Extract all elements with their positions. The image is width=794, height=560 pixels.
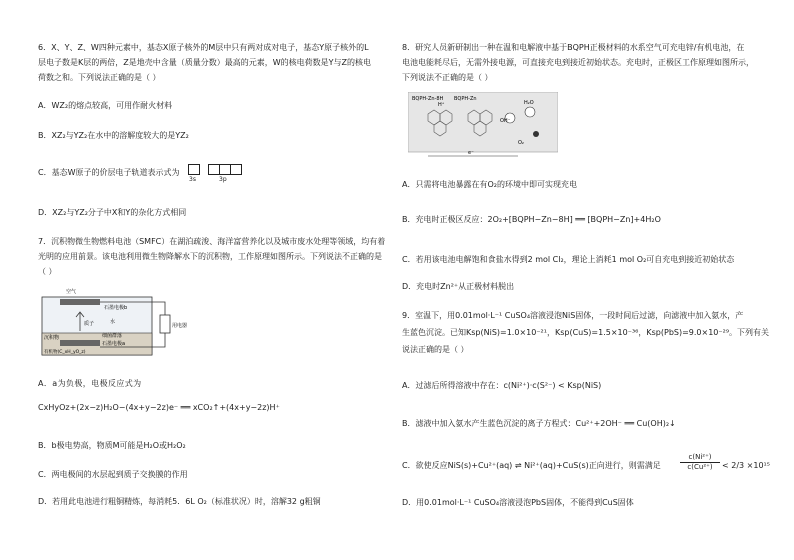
q7-stem-line3: （ ） [38, 267, 57, 276]
label-air: 空气 [66, 289, 77, 295]
label-right-molecule: BQPH-Zn [454, 96, 477, 102]
label-h-plus: H⁺ [438, 102, 445, 108]
q8-stem-line1: 8．研究人员新研制出一种在温和电解液中基于BQPH正极材料的水系空气可充电锌/有机电池，在 [402, 43, 745, 52]
label-h2o: H₂O [524, 100, 534, 106]
q7-option-d: D．若用此电池进行粗铜精炼，每消耗5．6L O₂（标准状况）时，溶解32 g粗铜 [38, 497, 321, 506]
q9-option-c-pre: C．欲使反应NiS(s)+Cu²⁺(aq) ⇌ Ni²⁺(aq)+CuS(s)正向进行，则需满足 [402, 461, 661, 470]
q8-option-a: A．只需将电池暴露在有O₂的环境中即可实现充电 [402, 180, 577, 189]
q8-option-d: D．充电时Zn²⁺从正极材料脱出 [402, 282, 515, 291]
q9-option-b: B．滤液中加入氨水产生蓝色沉淀的离子方程式：Cu²⁺+2OH⁻ ══ Cu(OH)₂↓ [402, 419, 676, 428]
q8-stem-line3: 下列说法不正确的是（ ） [402, 73, 493, 82]
q9-stem-line3: 说法正确的是（ ） [402, 345, 469, 354]
label-load: 用电器 [172, 323, 188, 329]
label-graphite-a: 石墨电极a [102, 341, 126, 347]
q8-option-c: C．若用该电池电解饱和食盐水得到2 mol Cl₂，理论上消耗1 mol O₂可自充电到接近初始状态 [402, 255, 735, 264]
q6-stem-line1: 6．X、Y、Z、W四种元素中，基态X原子核外的M层中只有两对成对电子，基态Y原子核外的L [38, 43, 369, 52]
label-oh: OH⁻ [500, 118, 511, 124]
orbital-box-3s [188, 164, 200, 175]
q7-option-a-equation: CxHyOz+(2x−z)H₂O−(4x+y−2z)e⁻ ══ xCO₂↑+(4x+y−2z)H⁺ [38, 403, 280, 412]
q8-stem-line2: 电池电能耗尽后，无需外接电源，可直接充电到接近初始状态。充电时，正极区工作原理如图所示， [402, 58, 754, 67]
q6-stem-line2: 层电子数是K层的两倍，Z是地壳中含量（质量分数）最高的元素，W的核电荷数是Y与Z的核电 [38, 58, 371, 67]
label-graphite-b: 石墨电极b [104, 305, 128, 311]
q6-option-c: C．基态W原子的价层电子轨道表示式为 [38, 168, 180, 177]
label-o2: O₂ [518, 140, 524, 146]
label-organic: 有机物(C_xH_yO_z) [44, 350, 86, 355]
q8-option-b: B．充电时正极区反应：2O₂+[BQPH−Zn−8H] ══ [BQPH−Zn]+4H₂O [402, 215, 661, 224]
q9-option-d: D．用0.01mol·L⁻¹ CuSO₄溶液浸泡PbS固体，不能得到CuS固体 [402, 498, 634, 507]
q6-option-a: A．WZ₂的熔点较高，可用作耐火材料 [38, 101, 173, 110]
q9-option-c-fraction [680, 453, 720, 472]
q9-stem-line2: 生蓝色沉淀。已知Ksp(NiS)=1.0×10⁻²¹，Ksp(CuS)=1.5×10⁻³⁶，Ksp(PbS)=9.0×10⁻²⁹。下列有关 [402, 328, 770, 337]
label-proton: 质子 [84, 321, 95, 327]
orbital-label-3s: 3s [189, 176, 196, 183]
bqph-diagram [408, 92, 558, 160]
label-left-molecule: BQPH-Zn-8H [412, 96, 444, 102]
orbital-label-3p: 3p [219, 176, 227, 183]
label-water: 水 [110, 319, 116, 325]
fraction-numerator: c(Ni²⁺) [680, 453, 720, 463]
label-sediment: 沉积物 [44, 335, 60, 341]
q6-stem-line3: 荷数之和。下列说法正确的是（ ） [38, 73, 161, 82]
label-electron: e⁻ [468, 150, 474, 156]
q6-option-d: D．XZ₂与YZ₂分子中X和Y的杂化方式相同 [38, 208, 187, 217]
q7-stem-line2: 光明的应用前景。该电池利用微生物降解水下的沉积物，工作原理如图所示。下列说法不正确的是 [38, 252, 382, 261]
q7-option-c: C．两电极间的水层起到质子交换膜的作用 [38, 470, 188, 479]
q9-option-a: A．过滤后所得溶液中存在：c(Ni²⁺)·c(S²⁻) < Ksp(NiS) [402, 381, 602, 390]
fraction-denominator: c(Cu²⁺) [687, 463, 713, 471]
q7-stem-line1: 7．沉积物微生物燃料电池（SMFC）在湖泊疏浚、海洋富营养化以及城市废水处理等领域，均有着 [38, 237, 386, 246]
q7-option-a-head: A．a为负极，电极反应式为 [38, 379, 142, 388]
label-microbe: 细菌群落 [102, 333, 123, 339]
q6-option-b: B．XZ₂与YZ₂在水中的溶解度较大的是YZ₂ [38, 131, 189, 140]
orbital-box-3p-3 [230, 164, 242, 175]
q7-option-b: B．b极电势高，物质M可能是H₂O或H₂O₂ [38, 441, 186, 450]
orbital-diagram [188, 164, 248, 186]
smfc-diagram [40, 285, 200, 360]
q9-stem-line1: 9．室温下，用0.01mol·L⁻¹ CuSO₄溶液浸泡NiS固体，一段时间后过滤，向滤液中加入氨水，产 [402, 311, 744, 320]
q9-option-c-post: < 2/3 ×10¹⁵ [722, 461, 770, 470]
